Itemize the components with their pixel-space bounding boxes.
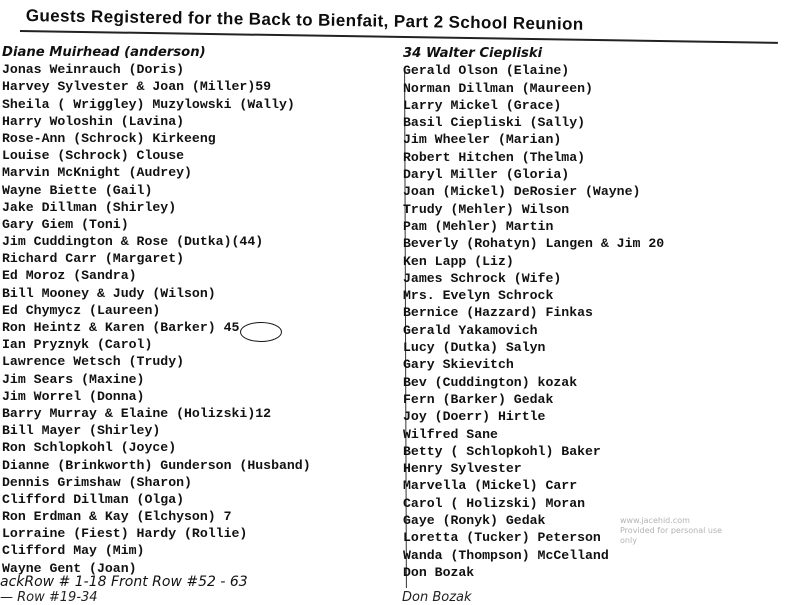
guest-entry: Jim Worrel (Donna)	[2, 388, 145, 404]
guest-entry: Wayne Biette (Gail)	[2, 182, 153, 198]
guest-entry: Sheila ( Wriggley) Muzylowski (Wally)	[2, 96, 295, 112]
left-guest-list	[2, 44, 311, 577]
guest-entry: Lucy (Dutka) Salyn	[403, 340, 546, 356]
guest-entry: Betty ( Schlopkohl) Baker	[403, 443, 601, 459]
scan-watermark	[620, 516, 740, 546]
guest-entry: Ken Lapp (Liz)	[403, 253, 514, 269]
guest-entry: Basil Ciepliski (Sally)	[403, 115, 586, 131]
guest-entry: Gaye (Ronyk) Gedak	[403, 513, 546, 529]
guest-entry: Jake Dillman (Shirley)	[2, 199, 177, 215]
guest-entry: Harry Woloshin (Lavina)	[2, 113, 185, 129]
guest-entry: Marvin McKnight (Audrey)	[2, 165, 192, 181]
guest-entry: Richard Carr (Margaret)	[2, 251, 185, 267]
guest-entry: Ron Schlopkohl (Joyce)	[2, 440, 177, 456]
guest-entry: Wayne Gent (Joan)	[2, 560, 137, 576]
guest-entry: Bev (Cuddington) kozak	[403, 374, 578, 390]
guest-entry: Pam (Mehler) Martin	[403, 218, 554, 234]
guest-entry: Jim Wheeler (Marian)	[403, 132, 562, 148]
handwritten-circle-mark	[240, 322, 282, 342]
guest-entry: Jonas Weinrauch (Doris)	[2, 62, 185, 78]
guest-entry: Bill Mooney & Judy (Wilson)	[2, 285, 216, 301]
guest-entry: Gary Skievitch	[403, 357, 514, 373]
guest-entry: James Schrock (Wife)	[403, 270, 562, 286]
guest-entry: Mrs. Evelyn Schrock	[403, 288, 554, 304]
guest-entry: Jim Sears (Maxine)	[2, 371, 145, 387]
right-guest-list	[403, 45, 664, 581]
guest-entry: Joan (Mickel) DeRosier (Wayne)	[403, 184, 641, 200]
guest-entry: Diane Muirhead (anderson)	[2, 45, 206, 60]
guest-entry: Ed Moroz (Sandra)	[2, 268, 137, 284]
guest-entry: Gerald Yakamovich	[403, 322, 538, 338]
guest-entry: Norman Dillman (Maureen)	[403, 80, 593, 96]
page-title: Guests Registered for the Back to Bienfait, Part 2 School Reunion	[25, 6, 584, 34]
guest-entry: Wanda (Thompson) McCelland	[403, 547, 609, 563]
guest-entry: Marvella (Mickel) Carr	[403, 478, 578, 494]
guest-entry: Dennis Grimshaw (Sharon)	[2, 474, 192, 490]
guest-entry: Loretta (Tucker) Peterson	[403, 530, 601, 546]
guest-entry: Wilfred Sane	[403, 426, 498, 442]
watermark-line: Provided for personal use only	[620, 526, 723, 545]
guest-entry: Bernice (Hazzard) Finkas	[403, 305, 593, 321]
guest-entry: Clifford May (Mim)	[2, 543, 145, 559]
guest-entry: Lorraine (Fiest) Hardy (Rollie)	[2, 526, 248, 542]
guest-entry: Gerald Olson (Elaine)	[403, 63, 570, 79]
guest-entry: 34 Walter Ciepliski	[403, 46, 543, 61]
guest-entry: Gary Giem (Toni)	[2, 216, 129, 232]
guest-entry: Lawrence Wetsch (Trudy)	[2, 354, 185, 370]
guest-entry: Ron Heintz & Karen (Barker) 45	[2, 320, 240, 335]
guest-entry: Beverly (Rohatyn) Langen & Jim 20	[403, 236, 665, 252]
guest-entry: Don Bozak	[403, 564, 475, 580]
guest-entry: Joy (Doerr) Hirtle	[403, 409, 546, 425]
cut-off-entry: Don Bozak	[402, 590, 472, 605]
guest-entry: Trudy (Mehler) Wilson	[403, 201, 570, 217]
guest-entry: Louise (Schrock) Clouse	[2, 148, 185, 164]
guest-entry: Ian Pryznyk (Carol)	[2, 337, 153, 353]
guest-entry: Bill Mayer (Shirley)	[2, 423, 161, 439]
guest-entry: Harvey Sylvester & Joan (Miller)59	[2, 79, 272, 95]
guest-entry: Carol ( Holizski) Moran	[403, 495, 586, 511]
guest-entry: Jim Cuddington & Rose (Dutka)(44)	[2, 234, 264, 250]
guest-entry: Barry Murray & Elaine (Holizski)12	[2, 405, 272, 421]
seating-note-partial: — Row #19-34	[0, 590, 98, 605]
guest-entry: Larry Mickel (Grace)	[403, 97, 562, 113]
seating-note: ackRow # 1-18 Front Row #52 - 63	[0, 574, 248, 590]
guest-entry: Henry Sylvester	[403, 461, 522, 477]
guest-entry: Rose-Ann (Schrock) Kirkeeng	[2, 130, 216, 146]
watermark-line: www.jacehid.com	[620, 516, 690, 525]
guest-entry: Robert Hitchen (Thelma)	[403, 149, 586, 165]
guest-entry: Clifford Dillman (Olga)	[2, 491, 185, 507]
guest-entry: Ron Erdman & Kay (Elchyson) 7	[2, 509, 232, 525]
guest-entry: Daryl Miller (Gloria)	[403, 167, 570, 183]
guest-entry: Ed Chymycz (Laureen)	[2, 302, 161, 318]
guest-entry: Dianne (Brinkworth) Gunderson (Husband)	[2, 457, 311, 473]
guest-entry: Fern (Barker) Gedak	[403, 391, 554, 407]
